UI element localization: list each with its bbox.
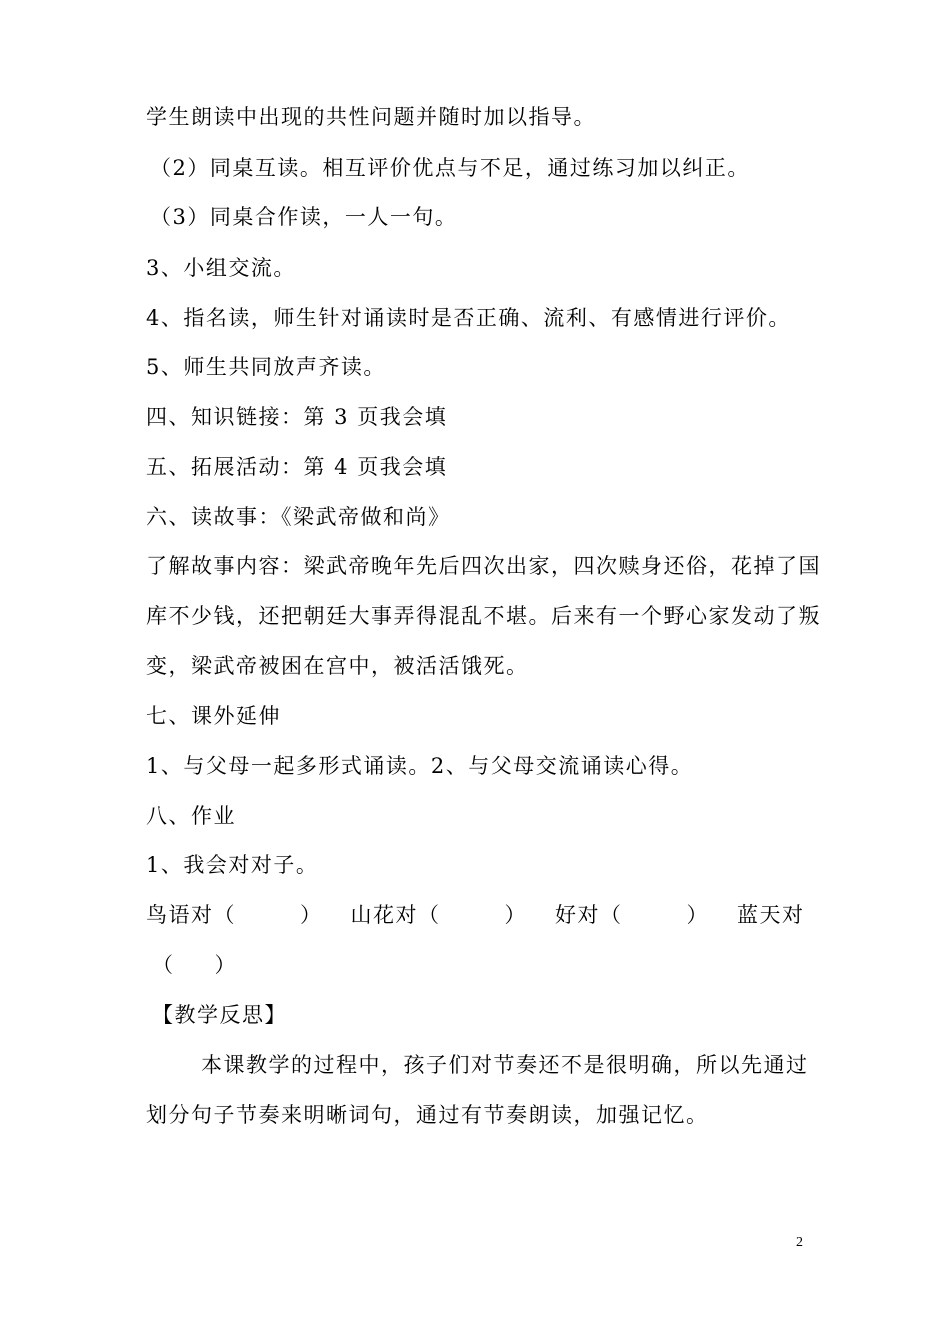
section-heading: 四、知识链接：第 3 页我会填: [146, 405, 448, 429]
couplet-item: 好对（ ）: [555, 903, 709, 927]
text-line: （3）同桌合作读，一人一句。: [150, 205, 458, 229]
section-heading: 七、课外延伸: [146, 704, 281, 728]
page-number: 2: [796, 1235, 803, 1250]
reflection-text: 划分句子节奏来明晰词句，通过有节奏朗读，加强记忆。: [146, 1103, 709, 1127]
couplet-item: 蓝天对: [737, 903, 805, 927]
text-line: 5、师生共同放声齐读。: [146, 355, 386, 379]
reflection-text: 本课教学的过程中，孩子们对节奏还不是很明确，所以先通过: [201, 1053, 809, 1077]
text-line: 1、与父母一起多形式诵读。2、与父母交流诵读心得。: [146, 754, 694, 778]
text-line: 4、指名读，师生针对诵读时是否正确、流利、有感情进行评价。: [146, 306, 791, 330]
couplet-exercise-continued: （ ）: [152, 953, 237, 977]
section-heading: 六、读故事：《梁武帝做和尚》: [146, 505, 451, 529]
text-line: 3、小组交流。: [146, 256, 296, 280]
text-line: 了解故事内容：梁武帝晚年先后四次出家，四次赎身还俗，花掉了国: [146, 554, 821, 578]
text-line: 学生朗读中出现的共性问题并随时加以指导。: [146, 105, 596, 129]
reflection-heading: 【教学反思】: [152, 1003, 287, 1027]
text-line: 1、我会对对子。: [146, 853, 319, 877]
text-line: （2）同桌互读。相互评价优点与不足，通过练习加以纠正。: [150, 156, 750, 180]
couplet-exercise: [146, 900, 826, 930]
text-line: 库不少钱，还把朝廷大事弄得混乱不堪。后来有一个野心家发动了叛: [146, 604, 821, 628]
section-heading: 五、拓展活动：第 4 页我会填: [146, 455, 448, 479]
couplet-item: 鸟语对（ ）: [146, 903, 323, 927]
couplet-item: 山花对（ ）: [350, 903, 527, 927]
section-heading: 八、作业: [146, 804, 236, 828]
text-line: 变，梁武帝被困在宫中，被活活饿死。: [146, 654, 529, 678]
